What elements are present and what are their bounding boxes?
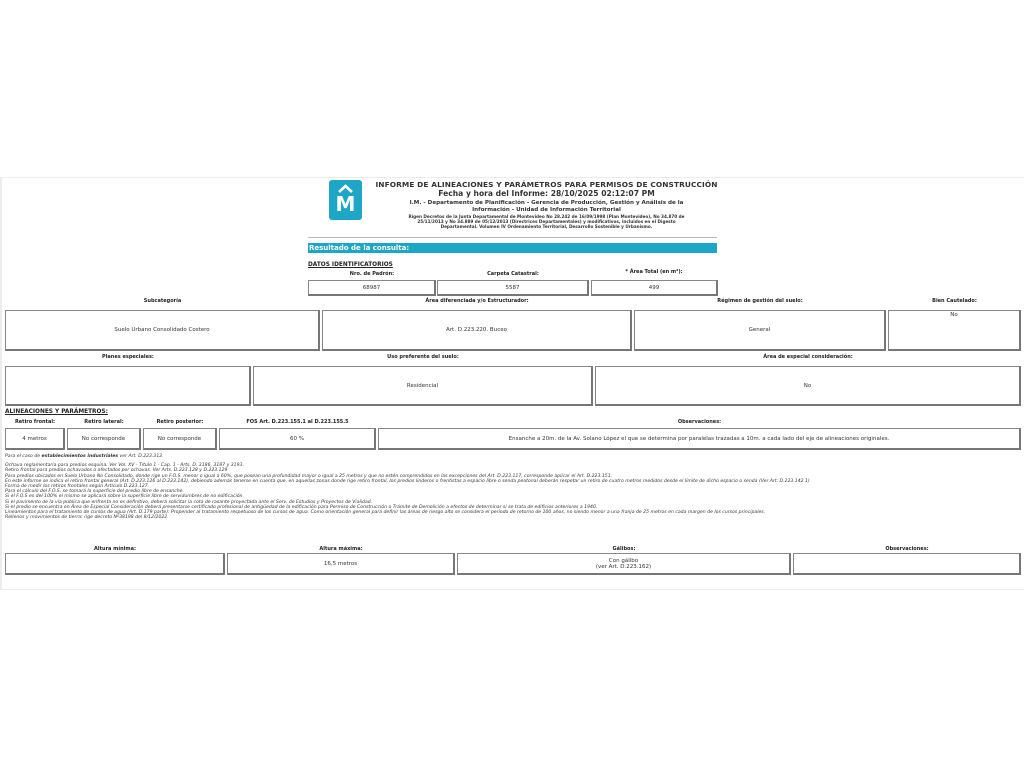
regimen-value: General: [634, 310, 886, 351]
bien-cautelado-value: No: [888, 310, 1021, 351]
subcategoria-value: Suelo Urbano Consolidado Costero: [5, 310, 320, 351]
area-especial-value: No: [595, 366, 1021, 406]
note-line: Lineamientos para el tratamiento de cursos de agua (Art. D.179 parte): Propender al tratamiento respetuoso de los cursos de agua. Como orientación general para definir las áreas de riesgo alto se considera el período de retorno de 100 años, no siendo menor a una franja de 25 metros en cada margen de los cursos principales.: [5, 510, 766, 516]
area-total-label: [590, 269, 718, 275]
department-line-1: I.M. - Departamento de Planificación - Gerencia de Producción, Gestión y Análisis de la: [409, 200, 684, 206]
padron-value: 68987: [308, 280, 436, 296]
note-line: En este informe se indica el retiro frontal general (Art. D.223.126 al D.223.142), debiendo además tenerse en cuenta que, en aquellas zonas donde rige retiro frontal, los predios linderos o frentistas a espacio libre o senda peatonal deberán respetar un retiro de cuatro metros medidos desde el límite de dicho espacio o senda (Ver Art. D.223.142.1): [5, 478, 810, 484]
decrees-line-1: Rigen Decretos de la Junta Departamental de Montevideo No 28.242 de 16/09/1998 (Plan Montevideo), No 34.870 de: [408, 214, 685, 219]
logo-letter: M: [335, 192, 356, 216]
header-text: [369, 180, 724, 229]
note-industrial-prefix: Para el caso de: [5, 454, 42, 459]
note-line: Si el predio se encuentra en Área de Especial Consideración deberá presentarse certificado profesional de antigüedad de la edificación para Permiso de Construcción o Trámite de Demolición a efectos de determinar si se trata de edificios anteriores a 1940.: [5, 504, 598, 510]
note-line: Para el cálculo del F.O.S. se tomará la superficie del predio libre de ensanche.: [5, 489, 184, 495]
altura-maxima-value: 16,5 metros: [227, 553, 455, 575]
regimen-label: Régimen de gestión del suelo:: [717, 298, 803, 304]
retiro-posterior-value: No corresponde: [143, 428, 217, 450]
area-diferenciada-label: Área diferenciada y/o Estructurador:: [425, 298, 529, 304]
retiro-posterior-label: Retiro posterior:: [156, 419, 204, 425]
area-total-label-text: * Área Total (en m²):: [625, 269, 683, 275]
altura-minima-value: [5, 553, 225, 575]
retiro-lateral-value: No corresponde: [67, 428, 141, 450]
alineaciones-title: ALINEACIONES Y PARÁMETROS:: [5, 409, 108, 415]
area-especial-label: Área de especial consideración:: [763, 354, 853, 360]
galibos-label: Gálibos:: [612, 546, 636, 552]
galibos-line-2: (ver Art. D.223.162): [595, 563, 652, 570]
report-datetime: Fecha y hora del Informe: 28/10/2025 02:12:07 PM: [438, 189, 655, 198]
carpeta-value: 5587: [437, 280, 589, 296]
observaciones-label: Observaciones:: [677, 419, 722, 425]
alturas-observaciones-label: Observaciones:: [885, 546, 929, 552]
result-band: Resultado de la consulta:: [308, 243, 717, 253]
report-title: INFORME DE ALINEACIONES Y PARÁMETROS PARA PERMISOS DE CONSTRUCCIÓN: [375, 180, 718, 189]
uso-preferente-value: Residencial: [253, 366, 593, 406]
altura-minima-label: Altura mínima:: [94, 546, 136, 552]
altura-maxima-label: Altura máxima:: [319, 546, 363, 552]
department-line-2: Información - Unidad de Información Territorial: [472, 207, 621, 213]
galibos-value: [457, 553, 791, 575]
observaciones-value: Ensanche a 20m. de la Av. Solano López el que se determina por paralelas trazadas a 10m. a cada lado del eje de alineaciones originales.: [378, 428, 1021, 450]
carpeta-label: Carpeta Catastral:: [487, 271, 539, 277]
retiro-frontal-value: 4 metros: [5, 428, 65, 450]
note-line: Retiro frontal para predios ochavados o afectados por ochavas. Ver Arts. D.223.128 y D.223.129: [5, 468, 228, 474]
note-line: Ochava reglamentaria para predios esquina. Ver Vol. XV - Título 1 - Cap. 1 - Arts. D. 3186, 3187 y 3193.: [5, 463, 244, 469]
bien-cautelado-label: Bien Cautelado:: [932, 298, 977, 304]
fos-label: FOS Art. D.223.155.1 al D.223.155.5: [246, 419, 349, 425]
retiro-frontal-label: Retiro frontal:: [14, 419, 56, 425]
fos-value: 60 %: [219, 428, 376, 450]
note-line: Rellenos y movimientos de tierra: rige decreto Nº38198 del 8/12/2022.: [5, 515, 169, 521]
alturas-observaciones-value: [793, 553, 1021, 575]
decrees-line-3: Departamental. Volumen IV Ordenamiento Territorial, Desarrollo Sostenible y Urbanismo.: [440, 224, 653, 229]
decrees-line-2: 25/11/2013 y No 34.889 de 05/12/2013 (Directrices Departamentales) y modificativos, incluidos en el Digesto: [417, 219, 676, 224]
padron-label: Nro. de Padrón:: [349, 271, 395, 277]
area-total-value: 499: [591, 280, 718, 296]
note-industrial-suffix: ver Art. D.223.312.: [118, 454, 164, 459]
report-header: [329, 180, 719, 240]
galibos-line-1: Con gálibo: [608, 557, 639, 564]
note-line: Si el F.O.S es del 100% el mismo se aplicará sobre la superficie libre de servidumbres de no edificación.: [5, 494, 244, 500]
note-line: Forma de medir los retiros frontales según Artículo D.223.127.: [5, 484, 150, 490]
planes-especiales-value: [5, 366, 251, 406]
area-diferenciada-value: Art. D.223.220. Buceo: [322, 310, 632, 351]
uso-preferente-label: Uso preferente del suelo:: [387, 354, 459, 360]
notes-block: [5, 454, 1015, 520]
header-divider: [308, 237, 717, 238]
datos-identificatorios-title: DATOS IDENTIFICATORIOS: [308, 262, 393, 268]
subcategoria-label: Subcategoría: [143, 298, 182, 304]
note-industrial-bold: establecimientos industriales: [41, 454, 119, 459]
montevideo-logo-icon: [329, 180, 362, 220]
planes-especiales-label: Planes especiales:: [102, 354, 154, 360]
note-line: Para predios ubicados en Suelo Urbano No Consolidado, donde rige un F.O.S. menor o igual a 60%, que posean una profundidad mayor o igual a 25 metros y que no estén comprendidos en las excepciones del Art. D.223.117, corresponde aplicar el Art. D.223.151.: [5, 473, 613, 479]
retiro-lateral-label: Retiro lateral:: [84, 419, 124, 425]
note-line: Si el pavimento de la vía pública que enfrenta no es definitivo, deberá solicitar la cota de rasante proyectada ante el Serv. de Estudios y Proyectos de Vialidad.: [5, 499, 373, 505]
